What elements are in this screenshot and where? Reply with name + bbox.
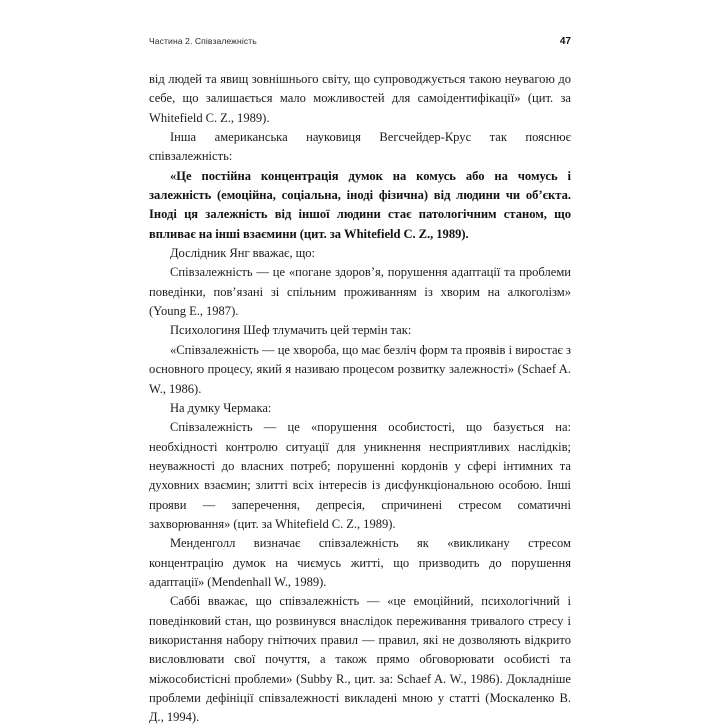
body-text-block <box>149 70 571 728</box>
page-number: 47 <box>559 36 571 47</box>
paragraph: Саббі вважає, що співзалежність — «це емоційний, психологічний і поведінковий стан, що розвинувся внаслідок переживання тривалого стресу і використання набору гнітючих правил — правил, які не дозволяють відкрито висловлювати свої почуття, а також прямо обговорювати особисті та міжособистісні проблеми» (Subby R., цит. за: Schaef A. W., 1986). Докладніше проблеми дефініції співзалежності викладені мною у статті (Москаленко В. Д., 1994). <box>149 594 571 725</box>
paragraph: Інша американська науковиця Вегсчейдер-Крус так пояснює співзалежність: <box>149 130 571 164</box>
paragraph: від людей та явищ зовнішнього світу, що супроводжується такою неувагою до себе, що залишається мало можливостей для самоідентифікації» (цит. за Whitefield C. Z., 1989). <box>149 72 571 125</box>
paragraph: На думку Чермака: <box>170 400 272 415</box>
running-head <box>149 36 571 47</box>
paragraph: Дослідник Янг вважає, що: <box>170 246 315 261</box>
paragraph: «Співзалежність — це хвороба, що має безліч форм та проявів і виростає з основного процесу, який я називаю процесом розвитку залежності» (Schaef A. W., 1986). <box>149 342 571 396</box>
paragraph: Менденголл визначає співзалежність як «викликану стресом концентрацію думок на чиємусь житті, що призводить до порушення адаптації» (Mendenhall W., 1989). <box>149 536 571 589</box>
paragraph: «Це постійна концентрація думок на комусь або на чомусь і залежність (емоційна, соціальна, іноді фізична) від людини чи об’єкта. Іноді ця залежність від іншої людини стає патологічним станом, що впливає на інші взаємини (цит. за Whitefield C. Z., 1989). <box>149 168 571 241</box>
paragraph: Психологиня Шеф тлумачить цей термін так: <box>170 323 412 338</box>
running-head-title: Частина 2. Співзалежність <box>149 36 257 46</box>
paragraph: Співзалежність — це «порушення особистості, що базується на: необхідності контролю ситуації для уникнення несприятливих наслідків; неуважності до власних потреб; порушенні кордонів у сфері інтимних та духовних взаємин; злитті всіх інтересів із дисфункціональною особою. Інші прояви — заперечення, депресія, спричинені стресом соматичні захворювання» (цит. за Whitefield C. Z., 1989). <box>149 420 571 531</box>
paragraph: Співзалежність — це «погане здоров’я, порушення адаптації та проблеми поведінки, пов’язані зі спільним проживанням із хворим на алкоголізм» (Young E., 1987). <box>149 265 571 319</box>
